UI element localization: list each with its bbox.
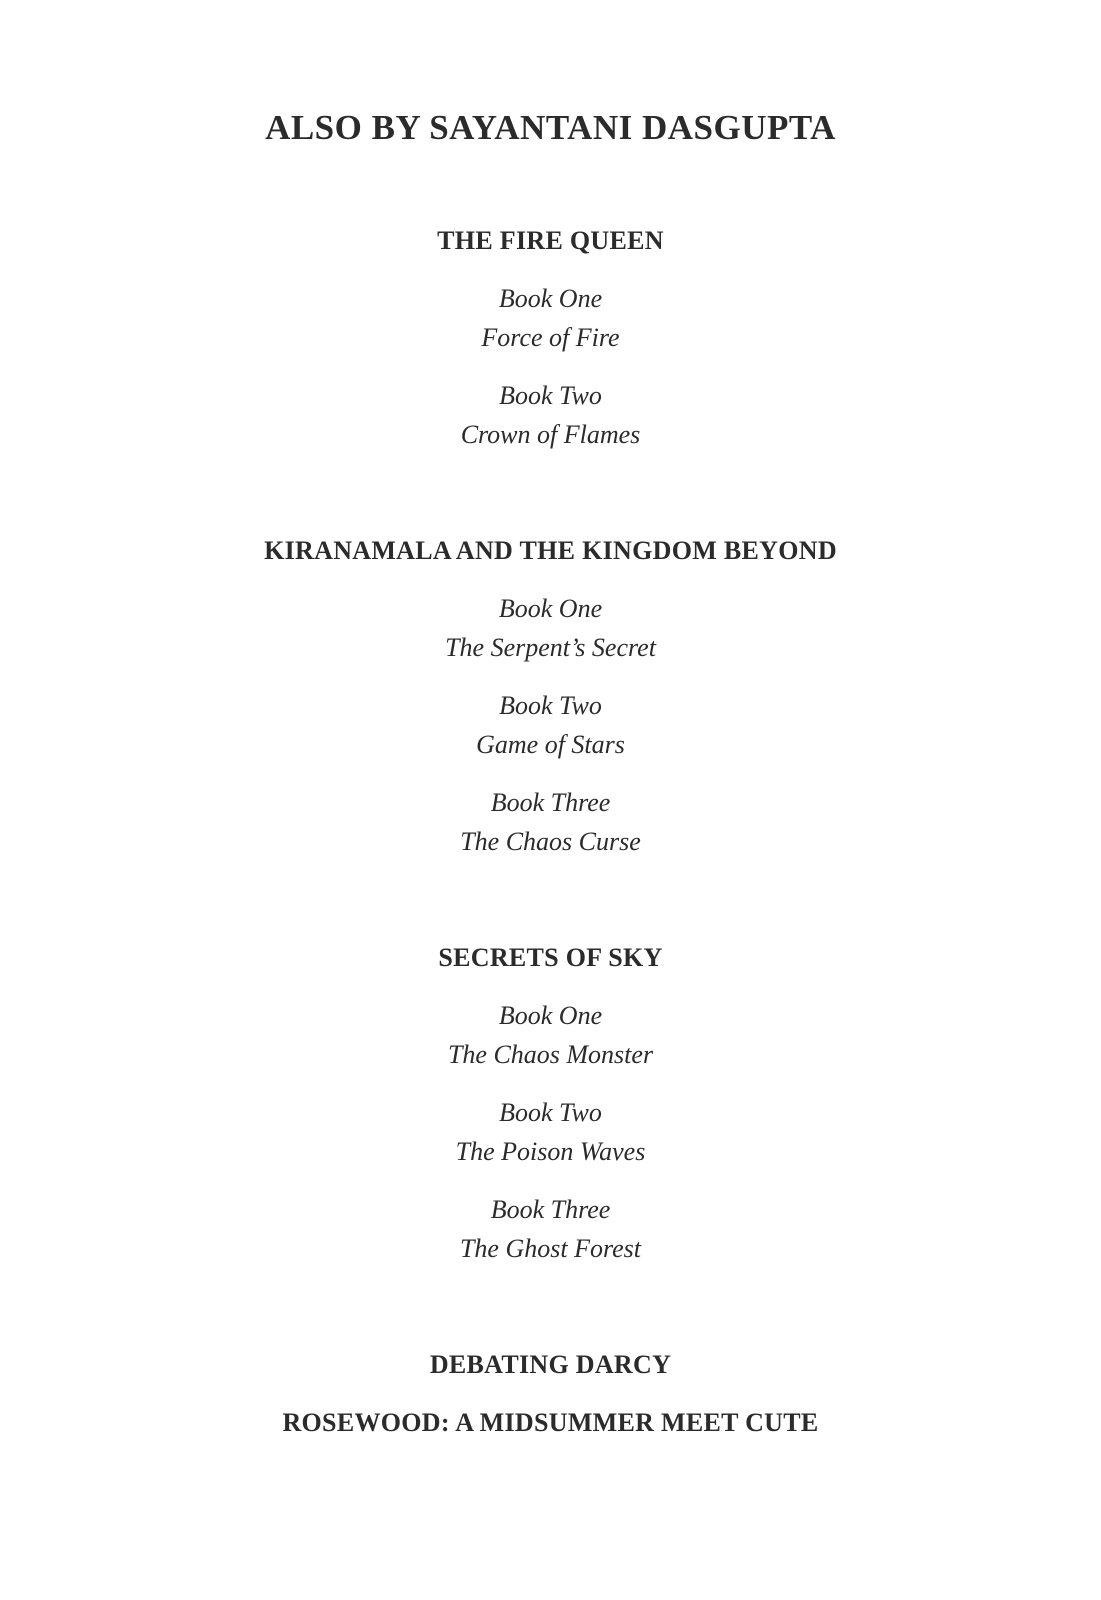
series-heading: THE FIRE QUEEN [437,226,664,255]
book-title: Crown of Flames [460,420,641,449]
book-number: Book One [498,284,603,313]
book-title: The Poison Waves [455,1137,646,1166]
book-number: Book Three [490,788,611,817]
book-title: The Chaos Curse [460,827,641,856]
standalone-title: DEBATING DARCY [429,1350,672,1379]
book-number: Book One [498,1001,603,1030]
series-heading: KIRANAMALA AND THE KINGDOM BEYOND [264,536,837,565]
book-number: Book Three [490,1195,611,1224]
book-number: Book Two [499,381,602,410]
book-number: Book Two [499,691,602,720]
standalone-title: ROSEWOOD: A MIDSUMMER MEET CUTE [282,1408,819,1437]
series-heading: SECRETS OF SKY [438,943,663,972]
book-title: Game of Stars [476,730,625,759]
book-title: Force of Fire [481,323,620,352]
book-number: Book One [498,594,603,623]
page-title: ALSO BY SAYANTANI DASGUPTA [265,108,836,147]
book-number: Book Two [499,1098,602,1127]
book-title: The Ghost Forest [459,1234,642,1263]
book-title: The Serpent’s Secret [445,633,656,662]
book-title: The Chaos Monster [447,1040,654,1069]
